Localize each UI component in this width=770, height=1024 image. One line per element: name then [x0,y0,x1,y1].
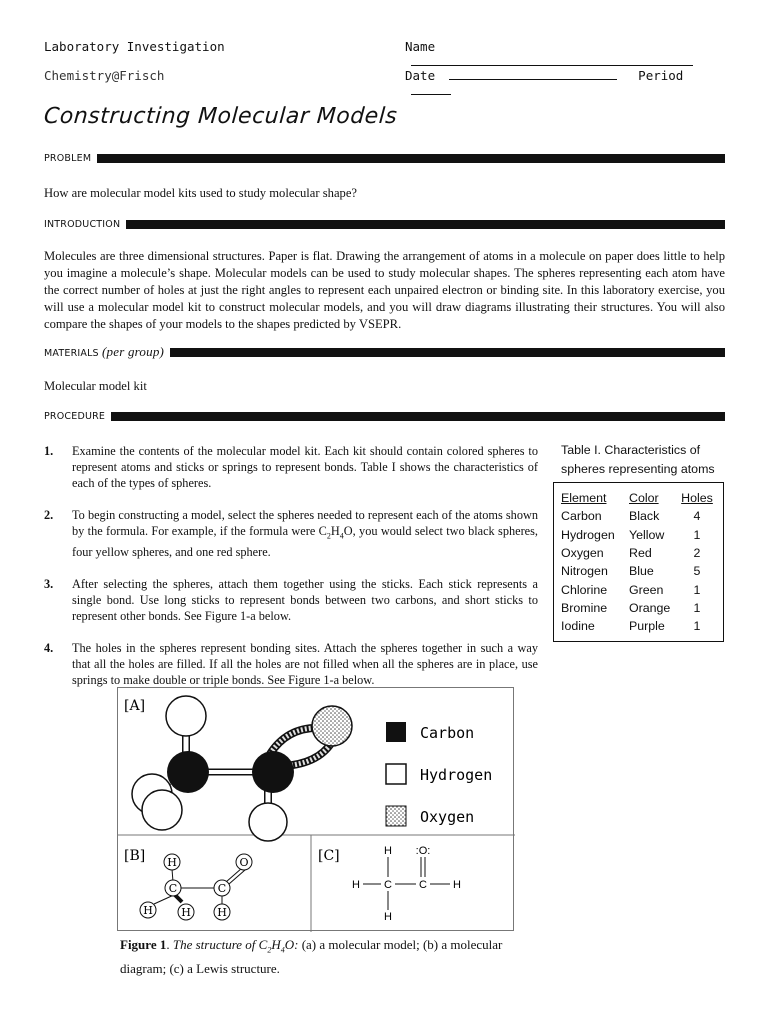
procedure-step: 2. To begin constructing a model, select the spheres needed to represent each of the atoms shown by the formula. For example, if the formula were $C_2H_4O$, you would select two black spheres, four yellow spheres, and one red sphere. [44,508,538,560]
name-label: Name [405,39,436,54]
teacher-label: Chemistry@Frisch [44,68,165,83]
name-blank[interactable] [411,54,693,66]
svg-text:H: H [181,906,191,919]
table-row: Nitrogen Blue 5 [561,564,701,579]
legend-carbon: Carbon [420,724,475,742]
table-caption: Table I. Characteristics of spheres representing atoms [561,443,715,476]
legend-oxygen: Oxygen [420,808,475,826]
molecular-diagram [140,854,252,920]
table-row: Carbon Black 4 [561,509,701,524]
panel-a-label: [A] [124,698,146,714]
section-materials-header [44,345,725,359]
svg-text:H: H [167,856,177,869]
table-row: Oxygen Red 2 [561,546,701,561]
date-period-field[interactable] [405,68,725,98]
section-rule [111,412,725,421]
materials-note: (per group) [102,344,165,359]
section-label: PROCEDURE [44,410,106,422]
procedure-step: 1. Examine the contents of the molecular model kit. Each kit should contain colored spheres to represent atoms and sticks or springs to represent bonds. Table I shows the characteristics of each of the types of spheres. [44,444,538,490]
procedure-step: 4. The holes in the spheres represent bonding sites. Attach the spheres together in such a way that all the holes are filled. If all the holes are not filled when all the spheres are in place, use springs to make double or triple bonds. See Figure 1-a below. [44,641,538,688]
date-blank[interactable] [449,68,617,80]
hydrogen-swatch [386,764,406,784]
table-row: Chlorine Green 1 [561,582,701,597]
svg-text:H: H [143,904,153,917]
svg-text:H: H [352,879,360,891]
section-problem-header [44,151,725,165]
date-label: Date [405,68,436,83]
svg-text:O: O [239,856,249,869]
period-label: Period [638,68,684,83]
panel-b-label: [B] [124,848,146,864]
table-row: Hydrogen Yellow 1 [561,527,701,542]
section-rule [97,154,725,163]
section-label: PROBLEM [44,152,92,164]
table-header: Element [561,491,607,506]
svg-text:C: C [217,882,227,895]
course-title: Laboratory Investigation [44,39,225,54]
svg-text:H: H [384,911,392,923]
svg-text:C: C [168,882,178,895]
table-header: Holes [681,491,713,506]
svg-text:H: H [453,879,461,891]
figure-1-drawing [118,688,515,932]
period-blank[interactable] [411,83,451,95]
oxygen-swatch [386,806,406,826]
svg-text:H: H [384,845,392,857]
molecular-model [132,696,352,841]
section-label: MATERIALS (per group) [44,344,165,359]
name-field[interactable] [405,39,725,69]
svg-text:C: C [384,879,392,891]
section-rule [170,348,725,357]
sphere-table [553,482,724,642]
section-introduction-header [44,217,725,231]
procedure-step: 3. After selecting the spheres, attach them together using the sticks. Each stick represents a single bond. Use long sticks to represent bonds between two carbons, and short sticks to represent other bonds. See Figure 1-a below. [44,577,538,624]
procedure-steps [44,443,538,704]
lewis-structure [352,845,461,923]
carbon-swatch [386,722,406,742]
svg-text::O:: :O: [415,845,431,857]
svg-text:H: H [217,906,227,919]
section-procedure-header [44,409,725,423]
panel-c-label: [C] [318,848,340,864]
legend-hydrogen: Hydrogen [420,766,493,784]
section-label: INTRODUCTION [44,218,121,230]
materials-text: Molecular model kit [44,379,147,393]
svg-text:C: C [419,879,427,891]
table-header: Color [629,491,659,506]
introduction-text: Molecules are three dimensional structures. Paper is flat. Drawing the arrangement of atoms in a molecule on paper does little to help you imagine a molecule’s shape. Molecular models can be used to study molecular shapes. The spheres representing each atom have the correct number of holes at just the right angles to represent each unpaired electron or binding site. In this laboratory exercise, you will use a molecular model kit to construct molecular models, and you will draw diagrams illustrating their structures. You will also compare the shapes of your models to the shapes predicted by VSEPR. [44,249,725,331]
table-row: Iodine Purple 1 [561,619,701,634]
section-rule [126,220,725,229]
table-row: Bromine Orange 1 [561,600,701,615]
problem-text: How are molecular model kits used to study molecular shape? [44,186,358,200]
figure-1 [117,687,514,931]
figure-caption: Figure 1. The structure of $C_2H_4O$: (a) a molecular model; (b) a molecular diagram; (c) a Lewis structure. [120,937,503,976]
page-title: Constructing Molecular Models [43,104,399,129]
